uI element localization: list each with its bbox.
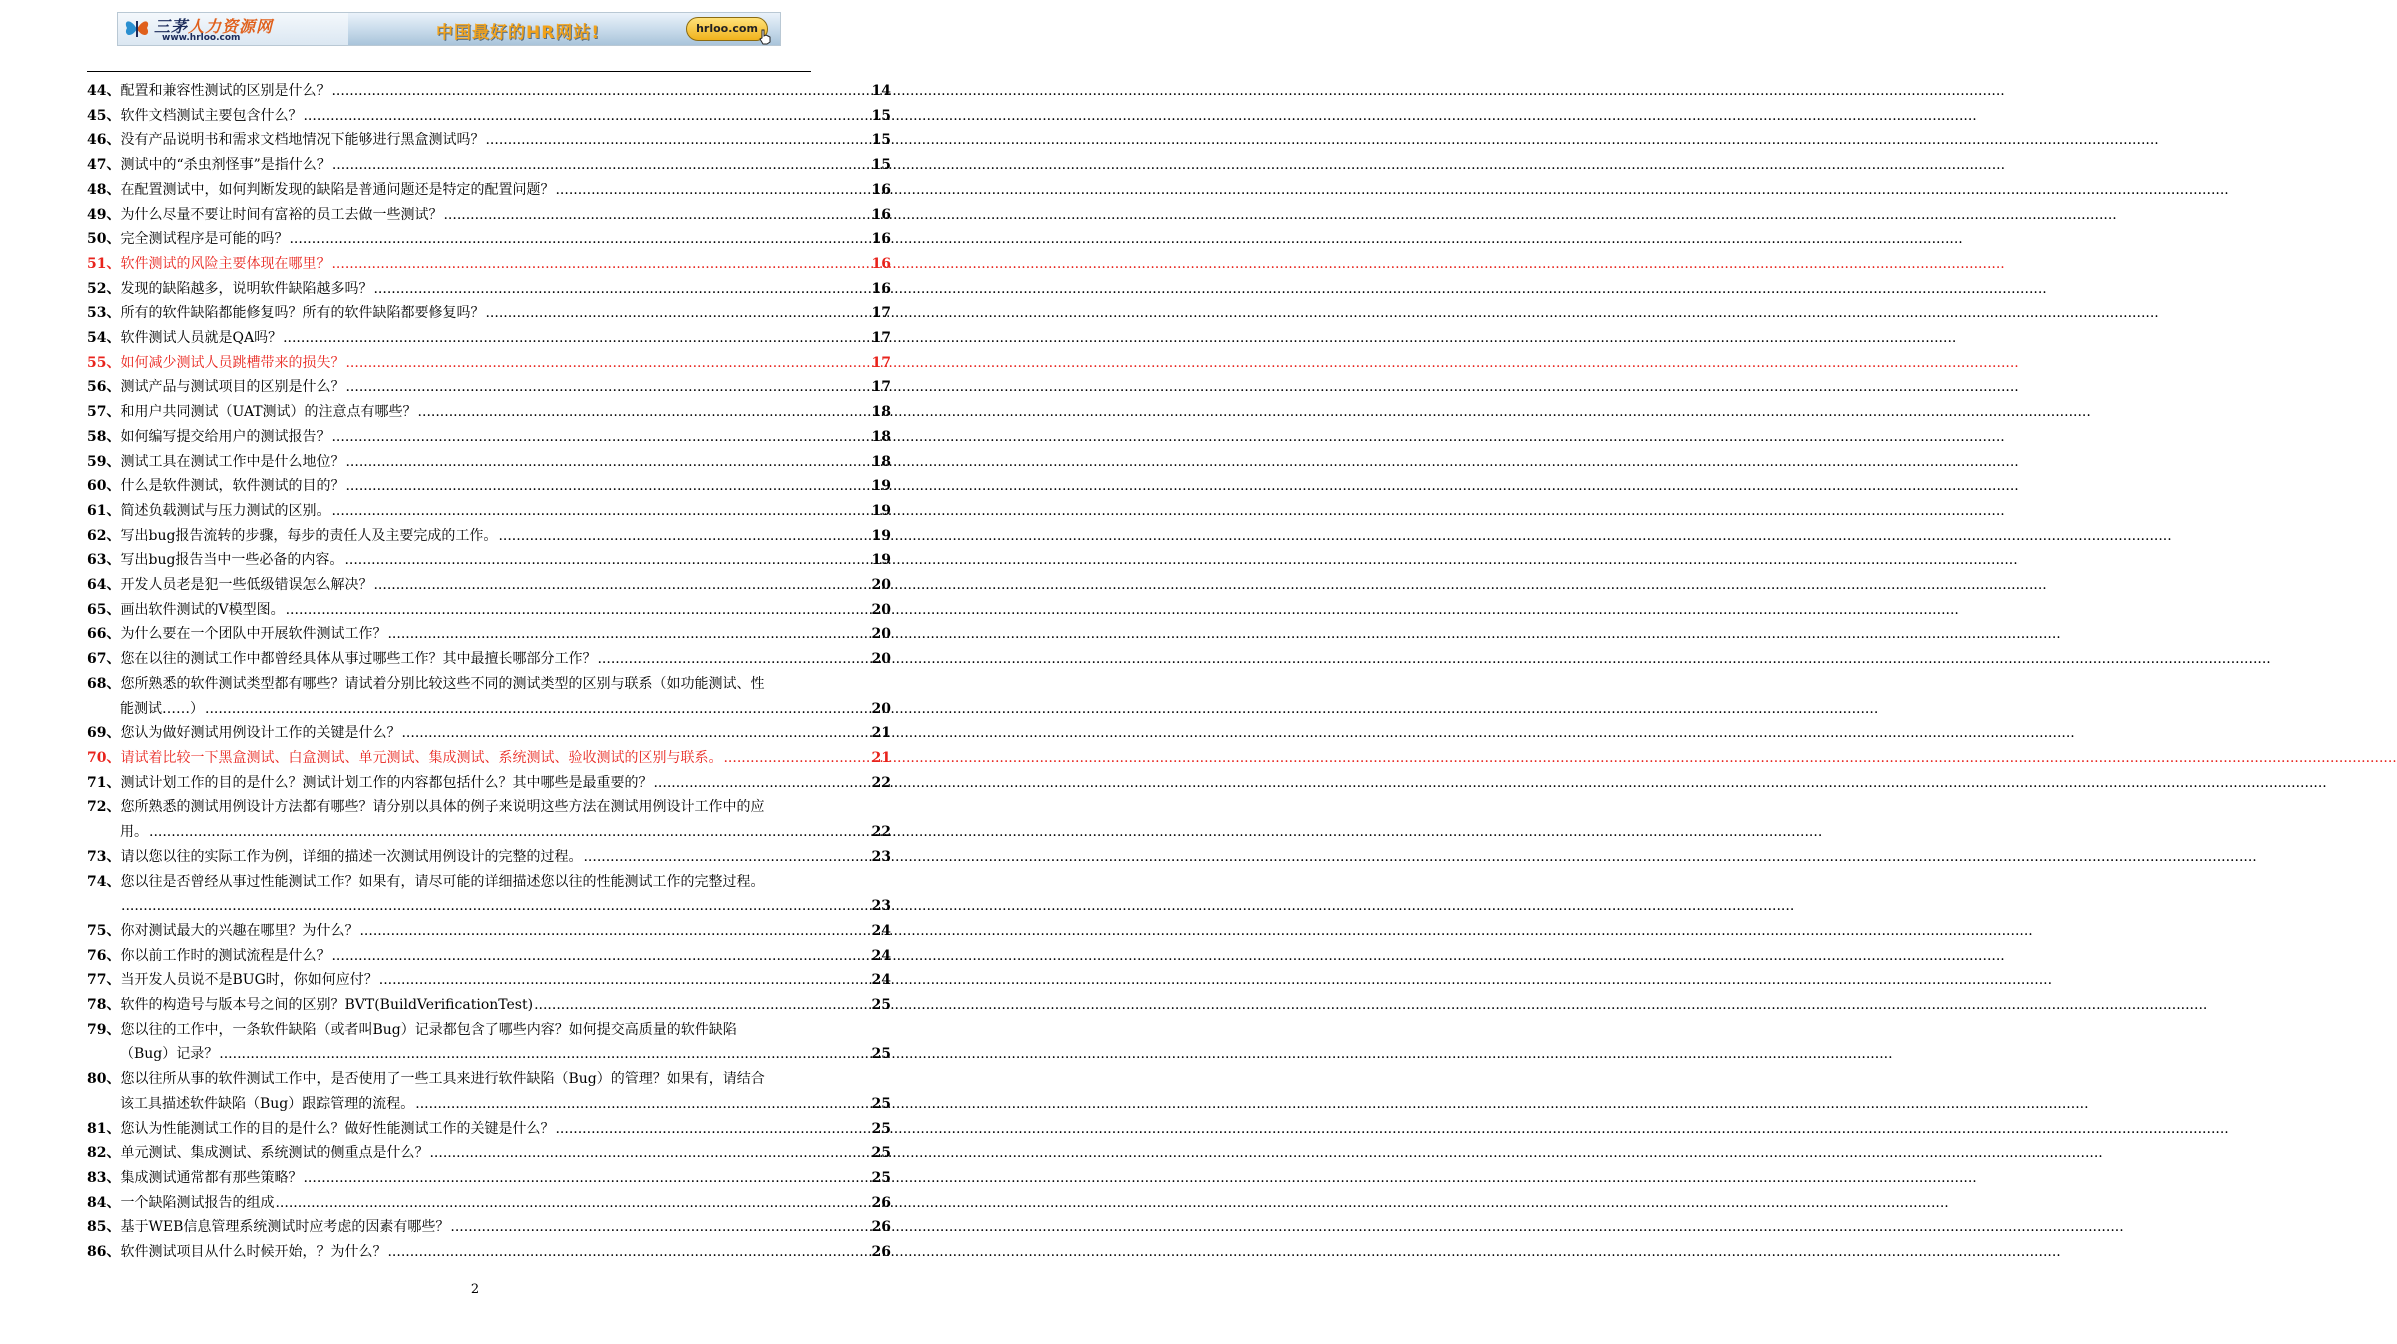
toc-entry-number: 55、 — [87, 354, 121, 371]
toc-entry-page: 15 — [871, 107, 891, 124]
toc-entry-title: 测试计划工作的目的是什么？测试计划工作的内容都包括什么？其中哪些是最重要的？ — [120, 774, 653, 791]
toc-leader-dots — [555, 1117, 870, 1142]
logo-area — [118, 13, 348, 45]
toc-entry-page: 18 — [871, 404, 891, 421]
toc-leader-dots — [345, 450, 870, 475]
toc-leader-dots — [597, 647, 870, 672]
toc-entry-page: 16 — [871, 206, 891, 223]
toc-entry[interactable] — [87, 1191, 891, 1216]
toc-leader-dots — [485, 128, 870, 153]
toc-entry[interactable] — [87, 227, 891, 252]
toc-entry-title: 集成测试通常都有那些策略？ — [120, 1169, 303, 1186]
toc-entry-page: 20 — [871, 577, 891, 594]
toc-entry-page: 16 — [871, 255, 891, 272]
toc-leader-dots — [418, 400, 871, 425]
toc-entry-title: 基于WEB信息管理系统测试时应考虑的因素有哪些？ — [120, 1219, 450, 1236]
toc-entry[interactable] — [87, 845, 891, 870]
toc-entry-page: 25 — [871, 997, 891, 1014]
toc-leader-dots — [345, 351, 870, 376]
header-banner[interactable] — [117, 12, 781, 46]
toc-entry-page: 25 — [871, 1095, 891, 1112]
toc-entry-title: 和用户共同测试（UAT测试）的注意点有哪些？ — [120, 404, 417, 421]
toc-entry-number: 52、 — [87, 280, 121, 297]
toc-leader-dots — [331, 944, 870, 969]
toc-entry-number: 76、 — [87, 947, 121, 964]
toc-entry-page: 21 — [871, 749, 891, 766]
toc-entry[interactable] — [87, 104, 891, 129]
toc-entry-page: 25 — [871, 1046, 891, 1063]
toc-entry-number: 77、 — [87, 972, 121, 989]
toc-entry[interactable] — [87, 524, 891, 549]
toc-entry-page: 16 — [871, 181, 891, 198]
toc-entry-page: 18 — [871, 428, 891, 445]
toc-entry[interactable] — [87, 153, 891, 178]
toc-entry-title: 如何减少测试人员跳槽带来的损失？ — [120, 354, 345, 371]
toc-leader-dots — [149, 820, 871, 845]
toc-entry[interactable] — [87, 1117, 891, 1142]
toc-entry[interactable] — [87, 1240, 891, 1265]
toc-entry-number: 62、 — [87, 527, 121, 544]
toc-entry-title: 您所熟悉的软件测试类型都有哪些？请试着分别比较这些不同的测试类型的区别与联系（如功能测试、性 — [120, 675, 765, 692]
toc-leader-dots — [331, 79, 870, 104]
toc-entry-number: 64、 — [87, 577, 121, 594]
toc-leader-dots — [723, 746, 870, 771]
toc-entry-number: 78、 — [87, 997, 121, 1014]
toc-entry-page: 24 — [871, 972, 891, 989]
toc-entry-title: 什么是软件测试，软件测试的目的？ — [120, 478, 345, 495]
toc-leader-dots — [283, 326, 870, 351]
toc-leader-dots — [219, 1042, 870, 1067]
toc-entry-page: 19 — [871, 527, 891, 544]
toc-leader-dots — [286, 598, 871, 623]
toc-entry[interactable] — [87, 1018, 891, 1067]
toc-entry[interactable] — [87, 326, 891, 351]
toc-entry-title: 在配置测试中，如何判断发现的缺陷是普通问题还是特定的配置问题？ — [120, 181, 555, 198]
toc-entry-number: 68、 — [87, 675, 121, 692]
toc-entry-page: 16 — [871, 231, 891, 248]
toc-leader-dots — [534, 993, 870, 1018]
toc-entry-title: 写出bug报告当中一些必备的内容。 — [120, 552, 344, 569]
toc-entry[interactable] — [87, 771, 891, 796]
toc-entry-title: 软件文档测试主要包含什么？ — [120, 107, 303, 124]
toc-entry-title: 软件的构造号与版本号之间的区别？BVT(BuildVerificationTest) — [120, 997, 534, 1014]
toc-entry-page: 26 — [871, 1194, 891, 1211]
toc-entry-page: 14 — [871, 83, 891, 99]
toc-entry[interactable] — [87, 622, 891, 647]
toc-leader-dots — [583, 845, 870, 870]
toc-leader-dots — [359, 919, 870, 944]
toc-entry-number: 50、 — [87, 231, 121, 248]
toc-entry-page: 24 — [871, 922, 891, 939]
toc-entry-title: 配置和兼容性测试的区别是什么？ — [120, 83, 331, 99]
toc-entry-number: 56、 — [87, 379, 121, 396]
toc-entry-number: 73、 — [87, 848, 121, 865]
toc-entry-number: 47、 — [87, 157, 121, 174]
toc-entry-page: 26 — [871, 1244, 891, 1261]
toc-leader-dots — [331, 252, 870, 277]
toc-entry[interactable] — [87, 252, 891, 277]
toc-leader-dots — [345, 474, 870, 499]
toc-entry[interactable] — [87, 474, 891, 499]
toc-entry-title: 您所熟悉的测试用例设计方法都有哪些？请分别以具体的例子来说明这些方法在测试用例设计工作中的应 — [120, 799, 765, 816]
toc-entry-title: 软件测试人员就是QA吗？ — [120, 330, 283, 347]
toc-entry-page: 24 — [871, 947, 891, 964]
toc-entry[interactable] — [87, 450, 891, 475]
toc-leader-dots — [653, 771, 870, 796]
toc-leader-dots — [121, 894, 871, 919]
site-link-button[interactable]: hrloo.com — [686, 17, 768, 41]
toc-entry-title: 你以前工作时的测试流程是什么？ — [120, 947, 331, 964]
toc-entry-page: 20 — [871, 700, 891, 717]
toc-entry-number: 63、 — [87, 552, 121, 569]
toc-entry-number: 79、 — [87, 1021, 121, 1038]
toc-entry-title-continued: 该工具描述软件缺陷（Bug）跟踪管理的流程。 — [120, 1095, 415, 1112]
toc-leader-dots — [429, 1141, 870, 1166]
logo-url: www.hrloo.com — [162, 33, 241, 43]
toc-entry-number: 45、 — [87, 107, 121, 124]
header-rule — [87, 71, 811, 72]
toc-entry[interactable] — [87, 870, 891, 919]
toc-entry-title: 写出bug报告流转的步骤，每步的责任人及主要完成的工作。 — [120, 527, 498, 544]
toc-entry-title-continued: 能测试……） — [120, 700, 204, 717]
toc-entry-page: 25 — [871, 1169, 891, 1186]
toc-entry[interactable] — [87, 993, 891, 1018]
toc-leader-dots — [401, 721, 870, 746]
toc-leader-dots — [387, 622, 870, 647]
toc-entry-page: 17 — [871, 330, 891, 347]
toc-entry-title: 测试中的“杀虫剂怪事”是指什么？ — [120, 157, 331, 174]
toc-entry-number: 74、 — [87, 873, 121, 890]
toc-leader-dots — [498, 524, 870, 549]
toc-entry-number: 71、 — [87, 774, 121, 791]
logo-text: 三茅人力资源网 — [154, 17, 274, 36]
toc-entry[interactable] — [87, 968, 891, 993]
toc-entry-title: 请以您以往的实际工作为例，详细的描述一次测试用例设计的完整的过程。 — [120, 848, 583, 865]
toc-entry-title: 您认为做好测试用例设计工作的关键是什么？ — [120, 725, 401, 742]
toc-entry-number: 67、 — [87, 651, 121, 668]
toc-entry-number: 84、 — [87, 1194, 121, 1211]
toc-entry-number: 44、 — [87, 83, 121, 99]
toc-entry-title: 发现的缺陷越多，说明软件缺陷越多吗？ — [120, 280, 373, 297]
toc-entry-number: 81、 — [87, 1120, 121, 1137]
toc-entry-number: 65、 — [87, 601, 121, 618]
toc-entry-number: 53、 — [87, 305, 121, 322]
toc-entry-title: 软件测试项目从什么时候开始，？为什么？ — [120, 1244, 387, 1261]
butterfly-logo-icon — [122, 15, 152, 43]
toc-leader-dots — [387, 1240, 870, 1265]
toc-leader-dots — [373, 277, 870, 302]
toc-entry-page: 20 — [871, 601, 891, 618]
toc-leader-dots — [443, 203, 870, 228]
toc-entry-page: 15 — [871, 132, 891, 149]
toc-leader-dots — [415, 1092, 870, 1117]
toc-entry-number: 51、 — [87, 255, 121, 272]
toc-entry[interactable] — [87, 351, 891, 376]
toc-entry[interactable] — [87, 499, 891, 524]
toc-entry[interactable] — [87, 79, 891, 104]
banner-slogan: 中国最好的HR网站! — [436, 23, 601, 43]
toc-entry-page: 22 — [871, 824, 891, 841]
toc-entry-number: 61、 — [87, 502, 121, 519]
toc-entry-number: 46、 — [87, 132, 121, 149]
toc-entry[interactable] — [87, 721, 891, 746]
toc-entry[interactable] — [87, 1215, 891, 1240]
toc-entry-title: 您以往是否曾经从事过性能测试工作？如果有，请尽可能的详细描述您以往的性能测试工作的完整过程。 — [120, 873, 765, 890]
toc-leader-dots — [450, 1215, 870, 1240]
toc-entry-page: 18 — [871, 453, 891, 470]
toc-leader-dots — [289, 227, 870, 252]
toc-entry-title: 单元测试、集成测试、系统测试的侧重点是什么？ — [120, 1145, 429, 1162]
toc-entry[interactable] — [87, 375, 891, 400]
toc-entry-number: 85、 — [87, 1219, 121, 1236]
toc-entry-number: 75、 — [87, 922, 121, 939]
toc-entry-title: 测试产品与测试项目的区别是什么？ — [120, 379, 345, 396]
toc-entry[interactable] — [87, 919, 891, 944]
toc-entry[interactable] — [87, 795, 891, 844]
toc-entry-title: 当开发人员说不是BUG时，你如何应付？ — [120, 972, 378, 989]
toc-entry-title-continued: 用。 — [120, 824, 148, 841]
toc-entry-page: 20 — [871, 626, 891, 643]
toc-entry-title: 为什么尽量不要让时间有富裕的员工去做一些测试？ — [120, 206, 443, 223]
toc-entry-number: 59、 — [87, 453, 121, 470]
toc-entry-number: 86、 — [87, 1244, 121, 1261]
toc-entry-title: 完全测试程序是可能的吗？ — [120, 231, 289, 248]
toc-entry[interactable] — [87, 301, 891, 326]
toc-entry-number: 72、 — [87, 799, 121, 816]
toc-entry-number: 48、 — [87, 181, 121, 198]
toc-entry-page: 25 — [871, 1145, 891, 1162]
toc-entry-title-continued: （Bug）记录？ — [120, 1046, 219, 1063]
toc-entry-page: 22 — [871, 774, 891, 791]
toc-entry[interactable] — [87, 425, 891, 450]
toc-entry-title: 简述负载测试与压力测试的区别。 — [120, 502, 331, 519]
toc-entry-page: 20 — [871, 651, 891, 668]
toc-entry[interactable] — [87, 746, 891, 771]
toc-entry-page: 25 — [871, 1120, 891, 1137]
toc-entry-page: 15 — [871, 157, 891, 174]
toc-entry-title: 为什么要在一个团队中开展软件测试工作？ — [120, 626, 387, 643]
toc-entry-title: 你对测试最大的兴趣在哪里？为什么？ — [120, 922, 359, 939]
toc-entry[interactable] — [87, 672, 891, 721]
toc-entry[interactable] — [87, 1166, 891, 1191]
toc-entry-title: 一个缺陷测试报告的组成 — [120, 1194, 275, 1211]
toc-entry-title: 所有的软件缺陷都能修复吗？所有的软件缺陷都要修复吗？ — [120, 305, 485, 322]
toc-entry[interactable] — [87, 944, 891, 969]
toc-entry-page: 19 — [871, 478, 891, 495]
toc-entry[interactable] — [87, 573, 891, 598]
toc-entry[interactable] — [87, 178, 891, 203]
table-of-contents — [87, 79, 891, 1265]
toc-entry-page: 23 — [871, 898, 891, 915]
toc-entry-title: 您认为性能测试工作的目的是什么？做好性能测试工作的关键是什么？ — [120, 1120, 555, 1137]
toc-entry-number: 58、 — [87, 428, 121, 445]
toc-entry[interactable] — [87, 400, 891, 425]
toc-entry-title: 开发人员老是犯一些低级错误怎么解决？ — [120, 577, 373, 594]
toc-entry[interactable] — [87, 1141, 891, 1166]
toc-entry-number: 66、 — [87, 626, 121, 643]
toc-entry[interactable] — [87, 1067, 891, 1116]
toc-leader-dots — [331, 499, 870, 524]
toc-entry-title: 请试着比较一下黑盒测试、白盒测试、单元测试、集成测试、系统测试、验收测试的区别与联系。 — [120, 749, 723, 766]
toc-entry-number: 60、 — [87, 478, 121, 495]
toc-entry[interactable] — [87, 647, 891, 672]
toc-entry-number: 49、 — [87, 206, 121, 223]
toc-entry[interactable] — [87, 277, 891, 302]
toc-entry-number: 69、 — [87, 725, 121, 742]
toc-entry-title: 测试工具在测试工作中是什么地位？ — [120, 453, 345, 470]
toc-entry-page: 17 — [871, 379, 891, 396]
toc-entry[interactable] — [87, 203, 891, 228]
toc-leader-dots — [345, 375, 870, 400]
toc-entry-title: 您以往所从事的软件测试工作中，是否使用了一些工具来进行软件缺陷（Bug）的管理？如果有，请结合 — [120, 1071, 765, 1088]
toc-entry-title: 没有产品说明书和需求文档地情况下能够进行黑盒测试吗？ — [120, 132, 485, 149]
toc-entry-page: 16 — [871, 280, 891, 297]
toc-entry-title: 如何编写提交给用户的测试报告？ — [120, 428, 331, 445]
toc-entry[interactable] — [87, 548, 891, 573]
toc-entry-page: 19 — [871, 552, 891, 569]
toc-leader-dots — [275, 1191, 870, 1216]
toc-entry[interactable] — [87, 128, 891, 153]
toc-entry-number: 54、 — [87, 330, 121, 347]
toc-entry-title: 软件测试的风险主要体现在哪里？ — [120, 255, 331, 272]
toc-entry-number: 83、 — [87, 1169, 121, 1186]
toc-entry-page: 21 — [871, 725, 891, 742]
toc-leader-dots — [205, 697, 871, 722]
toc-leader-dots — [303, 1166, 870, 1191]
page-number: 2 — [470, 1282, 480, 1297]
toc-entry-number: 82、 — [87, 1145, 121, 1162]
toc-leader-dots — [332, 153, 871, 178]
toc-leader-dots — [379, 968, 871, 993]
toc-entry-number: 80、 — [87, 1071, 121, 1088]
toc-leader-dots — [344, 548, 870, 573]
toc-entry-title: 画出软件测试的V模型图。 — [120, 601, 285, 618]
toc-entry-title: 您在以往的测试工作中都曾经具体从事过哪些工作？其中最擅长哪部分工作？ — [120, 651, 597, 668]
hand-cursor-icon — [758, 29, 772, 45]
toc-leader-dots — [373, 573, 870, 598]
toc-entry-page: 19 — [871, 502, 891, 519]
toc-entry-number: 57、 — [87, 404, 121, 421]
toc-entry-title: 您以往的工作中，一条软件缺陷（或者叫Bug）记录都包含了哪些内容？如何提交高质量的软件缺陷 — [120, 1021, 737, 1038]
toc-entry-page: 26 — [871, 1219, 891, 1236]
toc-entry-number: 70、 — [87, 749, 121, 766]
toc-entry[interactable] — [87, 598, 891, 623]
toc-entry-page: 23 — [871, 848, 891, 865]
toc-entry-page: 17 — [871, 354, 891, 371]
toc-leader-dots — [485, 301, 870, 326]
toc-leader-dots — [303, 104, 870, 129]
toc-leader-dots — [331, 425, 870, 450]
toc-leader-dots — [555, 178, 870, 203]
toc-entry-page: 17 — [871, 305, 891, 322]
